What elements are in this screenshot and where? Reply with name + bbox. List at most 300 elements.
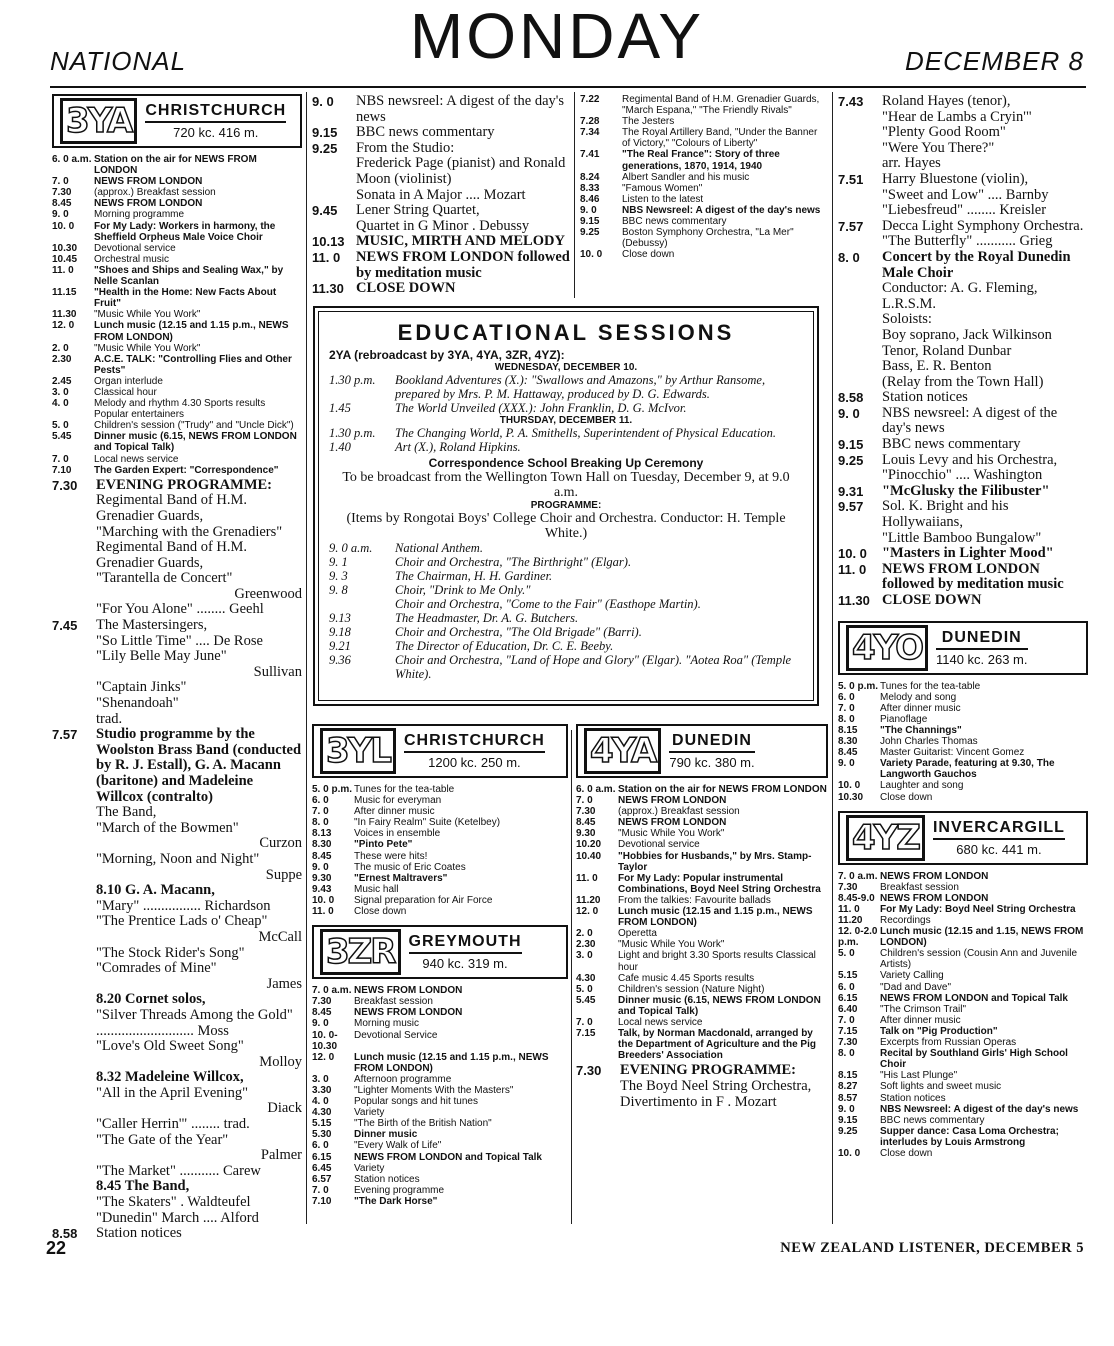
schedule-item <box>838 714 1088 725</box>
programme-text: Choir and Orchestra, "Land of Hope and Glory" (Elgar). "Aotea Roa" (Temple White). <box>395 653 792 681</box>
schedule-item <box>52 478 302 494</box>
programme-text: BBC news commentary <box>880 1114 985 1126</box>
time-label: 9.30 <box>312 872 332 884</box>
programme-text: "Lily Belle May June" <box>96 648 227 665</box>
station-city: INVERCARGILL <box>933 819 1065 840</box>
schedule-item <box>312 1129 568 1140</box>
programme-text: Sonata in A Major .... Mozart <box>356 186 526 203</box>
programme-text: CLOSE DOWN <box>882 592 982 608</box>
schedule-item <box>838 1026 1088 1037</box>
edu-item <box>329 373 803 401</box>
programme-text: Lunch music (12.15 and 1.15 p.m., NEWS FROM LONDON) <box>618 906 813 929</box>
programme-text: BBC news commentary <box>622 216 727 228</box>
station-3ya <box>52 92 302 1242</box>
schedule-item <box>838 1004 1088 1015</box>
programme-text: NEWS FROM LONDON <box>354 985 463 997</box>
time-label <box>312 156 356 187</box>
programme-text: Station notices <box>880 1092 946 1104</box>
schedule-item <box>312 996 568 1007</box>
schedule-item <box>52 821 302 837</box>
programme-text: "Every Walk of Life" <box>354 1140 442 1152</box>
time-label <box>838 203 882 219</box>
schedule-item <box>838 681 1088 692</box>
time-label: 10. 0 <box>838 1147 861 1159</box>
schedule-item <box>52 618 302 634</box>
station-logo: 3YL <box>320 728 396 774</box>
programme-list <box>838 94 1088 609</box>
programme-text: NEWS FROM LONDON followed by meditation music <box>882 560 1064 593</box>
schedule-item <box>52 431 302 453</box>
schedule-item <box>312 125 570 141</box>
time-label: 11.30 <box>312 281 344 297</box>
time-label: 11.30 <box>838 593 870 608</box>
programme-text: Station notices <box>96 1225 182 1242</box>
programme-text: The music of Eric Coates <box>354 861 466 873</box>
time-label <box>838 281 882 312</box>
programme-text: Conductor: A. G. Fleming, L.R.S.M. <box>882 280 1038 312</box>
programme-text: "Hear de Lambs a Cryin'" <box>882 108 1032 125</box>
time-label: 9. 0 <box>580 204 597 216</box>
schedule-item <box>52 1195 302 1211</box>
schedule-item <box>580 127 828 149</box>
schedule-item <box>838 375 1088 391</box>
schedule-item <box>576 1095 828 1111</box>
schedule-item <box>838 692 1088 703</box>
time-label: 5. 0 p.m. <box>312 784 353 795</box>
time-label: 6.40 <box>838 1003 858 1015</box>
programme-text: Lunch music (12.15 and 1.15 p.m., NEWS FROM LONDON) <box>354 1051 549 1074</box>
time-label: 2. 0 <box>576 928 593 940</box>
time-label: 12. 0 <box>52 320 75 332</box>
programme-text: Soloists: <box>882 311 932 328</box>
schedule-item <box>838 703 1088 714</box>
time-label <box>838 125 882 141</box>
programme-text: Dinner music (6.15, NEWS FROM LONDON and Topical Talk) <box>94 431 297 454</box>
time-label: 7. 0 a.m. <box>838 870 878 882</box>
time-label: 12. 0-2.0 p.m. <box>838 926 878 949</box>
programme-text: NEWS FROM LONDON <box>618 795 727 807</box>
programme-text: Light and bright 3.30 Sports results Classical hour <box>618 950 816 973</box>
schedule-item <box>52 254 302 265</box>
programme-text: "For You Alone" ........ Geehl <box>96 601 264 618</box>
programme-text: "Music While You Work" <box>94 309 201 321</box>
time-label <box>52 696 96 712</box>
station-frequency: 720 kc. 416 m. <box>173 125 259 140</box>
station-banner <box>576 724 828 778</box>
time-label <box>52 946 96 962</box>
schedule-item <box>52 198 302 209</box>
schedule-item <box>52 836 302 852</box>
schedule-item <box>312 188 570 204</box>
time-label <box>838 328 882 344</box>
programme-text: Classical hour <box>94 386 157 398</box>
schedule-item <box>52 1039 302 1055</box>
schedule-item <box>838 993 1088 1004</box>
time-label <box>52 852 96 868</box>
page-number: 22 <box>46 1238 67 1258</box>
programme-text: After dinner music <box>880 1014 961 1026</box>
station-logo: 3ZR <box>320 929 401 975</box>
programme-text: Devotional Service <box>354 1029 438 1041</box>
schedule-item <box>52 914 302 930</box>
time-label <box>576 1079 620 1095</box>
programme-text: Boy soprano, Jack Wilkinson <box>882 326 1052 343</box>
time-label <box>838 531 882 547</box>
time-label: 8.33 <box>580 182 600 194</box>
edu-item <box>329 639 803 653</box>
programme-text: Molloy <box>259 1053 302 1070</box>
time-label: 9. 0 a.m. <box>329 541 373 555</box>
schedule-item <box>312 862 568 873</box>
programme-text: After dinner music <box>354 806 435 818</box>
programme-text: Roland Hayes (tenor), <box>882 93 1011 109</box>
programme-text: Lunch music (12.15 and 1.15, NEWS FROM LONDON) <box>880 926 1084 949</box>
schedule-item <box>52 354 302 376</box>
time-label: 8.45 <box>838 747 858 759</box>
time-label: 12. 0 <box>576 906 599 918</box>
time-label: 9.15 <box>838 1114 858 1126</box>
schedule-item <box>580 149 828 171</box>
programme-text: Devotional service <box>618 839 700 851</box>
time-label: 7.30 <box>52 187 72 199</box>
edu-item <box>329 611 803 625</box>
time-label <box>52 821 96 837</box>
schedule-item <box>838 882 1088 893</box>
time-label <box>312 219 356 235</box>
programme-text: "Shoes and Ships and Sealing Wax," by Nelle Scanlan <box>94 264 284 288</box>
schedule-item <box>52 398 302 420</box>
time-label: 7.10 <box>52 464 72 476</box>
programme-text: Morning programme <box>94 209 185 221</box>
programme-text: NEWS FROM LONDON <box>880 892 989 904</box>
programme-text: "Pinocchio" .... Washington <box>882 467 1043 484</box>
time-label: 9. 0 <box>312 94 334 109</box>
programme-text: Signal preparation for Air Force <box>354 894 493 906</box>
time-label: 11.20 <box>838 915 863 926</box>
programme-text: 8.10 G. A. Macann, <box>96 882 215 899</box>
programme-text: "All in the April Evening" <box>96 1084 248 1101</box>
time-label <box>838 110 882 126</box>
programme-text: Local news service <box>618 1016 703 1028</box>
programme-text: NBS newsreel: A digest of the day's news <box>356 93 565 125</box>
time-label: 7.43 <box>838 94 864 109</box>
station-city: GREYMOUTH <box>409 933 522 954</box>
programme-text: Louis Levy and his Orchestra, <box>882 451 1058 468</box>
time-label <box>52 665 96 681</box>
schedule-item <box>576 873 828 895</box>
programme-text: Talk, by Norman Macdonald, arranged by the Department of Agriculture and the Pig Breeders' Association <box>618 1028 816 1062</box>
programme-text: Excerpts from Russian Operas <box>880 1037 1017 1049</box>
schedule-item <box>838 156 1088 172</box>
time-label: 7.30 <box>52 477 78 493</box>
schedule-item <box>838 484 1088 500</box>
programme-text: NEWS FROM LONDON <box>618 817 727 829</box>
schedule-item <box>576 1028 828 1061</box>
programme-text: NEWS FROM LONDON and Topical Talk <box>880 992 1068 1004</box>
schedule-item <box>52 1101 302 1117</box>
schedule-item <box>312 1085 568 1096</box>
time-label: 5. 0 p.m. <box>838 680 879 692</box>
schedule-item <box>52 602 302 618</box>
programme-text: Close down <box>880 791 933 803</box>
programme-text: BBC news commentary <box>882 436 1021 453</box>
time-label: 9.36 <box>329 653 351 667</box>
edu-list <box>329 426 803 454</box>
schedule-item <box>838 110 1088 126</box>
time-label <box>52 992 96 1008</box>
time-label: 8.24 <box>580 171 600 183</box>
schedule-item <box>52 977 302 993</box>
header-rule <box>50 86 1086 88</box>
schedule-item <box>576 928 828 939</box>
time-label: 9. 0 <box>838 1103 855 1115</box>
time-label: 7. 0 <box>52 453 69 465</box>
schedule-item <box>52 1070 302 1086</box>
schedule-item <box>52 176 302 187</box>
schedule-item <box>52 571 302 587</box>
schedule-item <box>576 984 828 995</box>
edu-item <box>329 625 803 639</box>
schedule-item <box>312 985 568 996</box>
schedule-item <box>52 680 302 696</box>
programme-text: Decca Light Symphony Orchestra. <box>882 217 1084 234</box>
programme-text: The Boyd Neel String Orchestra, <box>620 1077 812 1094</box>
programme-text: "Caller Herrin'" ........ trad. <box>96 1116 250 1133</box>
programme-text: For My Lady: Boyd Neel String Orchestra <box>880 903 1076 915</box>
time-label: 7.57 <box>52 727 78 743</box>
programme-text: Studio programme by the Woolston Brass Band (conducted by R. J. Estall), G. A. Macann (baritone) and Madeleine Willcox (contralto) <box>96 726 302 805</box>
time-label: 9. 0 <box>838 758 855 770</box>
station-banner <box>838 621 1088 675</box>
time-label: 7. 0 <box>52 176 69 188</box>
schedule-item <box>838 1093 1088 1104</box>
programme-text: Concert by the Royal Dunedin Male Choir <box>882 248 1071 281</box>
schedule-item <box>580 116 828 127</box>
time-label <box>838 344 882 360</box>
programme-text: Close down <box>622 249 675 261</box>
programme-list <box>576 784 828 1061</box>
edu-item <box>329 597 803 611</box>
schedule-item <box>52 187 302 198</box>
time-label: 8.58 <box>838 390 864 406</box>
time-label <box>52 1164 96 1180</box>
schedule-item <box>838 758 1088 780</box>
programme-text: National Anthem. <box>395 541 483 555</box>
schedule-item <box>52 649 302 665</box>
page-title: MONDAY <box>409 0 705 72</box>
time-label: 11.20 <box>576 894 601 906</box>
programme-text: Suppe <box>265 866 302 883</box>
edu-item <box>329 541 803 555</box>
programme-text: Choir and Orchestra, "Come to the Fair" (Easthope Martin). <box>395 597 701 611</box>
schedule-item <box>312 1052 568 1074</box>
programme-text: "Marching with the Grenadiers" <box>96 523 283 540</box>
schedule-item <box>52 1148 302 1164</box>
schedule-item <box>312 250 570 281</box>
programme-text: "Dad and Dave" <box>880 981 952 993</box>
programme-text: Station notices <box>354 1173 420 1185</box>
schedule-item <box>312 1007 568 1018</box>
programme-text: Dinner music (6.15, NEWS FROM LONDON and Topical Talk) <box>618 994 821 1017</box>
schedule-item <box>312 1096 568 1107</box>
time-label: 1.45 <box>329 401 351 415</box>
programme-text: Sol. K. Bright and his Hollywaiians, <box>882 498 1009 531</box>
programme-text: Close down <box>880 1147 933 1159</box>
edu-programme-text: (Items by Rongotai Boys' College Choir and Orchestra. Conductor: H. Temple White.) <box>346 511 786 541</box>
time-label <box>52 1148 96 1164</box>
time-label <box>52 1055 96 1071</box>
edu-item <box>329 401 803 415</box>
schedule-item <box>838 562 1088 593</box>
schedule-item <box>52 899 302 915</box>
time-label <box>52 587 96 603</box>
programme-text: Art (X.), Roland Hipkins. <box>395 440 521 454</box>
time-label: 7.34 <box>580 127 600 139</box>
time-label: 5.45 <box>52 431 72 443</box>
time-label <box>52 1086 96 1102</box>
schedule-item <box>576 906 828 928</box>
station-frequency: 680 kc. 441 m. <box>956 841 1042 857</box>
schedule-item <box>838 234 1088 250</box>
schedule-item <box>576 795 828 806</box>
educational-sessions-box <box>313 306 819 706</box>
programme-text: "Music While You Work" <box>618 828 725 840</box>
programme-list <box>312 784 568 917</box>
time-label: 10.20 <box>576 839 602 851</box>
time-label <box>52 930 96 946</box>
schedule-item <box>52 1008 302 1039</box>
programme-text: Choir and Orchestra, "The Old Brigade" (Barri). <box>395 625 642 639</box>
schedule-item <box>52 154 302 176</box>
programme-text: "McGlusky the Filibuster" <box>882 482 1050 499</box>
programme-text: Regimental Band of H.M. Grenadier Guards, <box>96 539 248 571</box>
programme-text: "Love's Old Sweet Song" <box>96 1038 244 1055</box>
time-label: 2.30 <box>52 353 72 365</box>
time-label: 4. 0 <box>312 1096 329 1108</box>
edu-item <box>329 555 803 569</box>
time-label: 1.30 p.m. <box>329 373 376 387</box>
time-label: 3. 0 <box>312 1073 329 1085</box>
time-label <box>52 1211 96 1227</box>
schedule-item <box>838 328 1088 344</box>
schedule-item <box>52 465 302 476</box>
schedule-item <box>838 871 1088 882</box>
schedule-item <box>312 806 568 817</box>
programme-text: Curzon <box>259 835 302 852</box>
schedule-item <box>580 172 828 183</box>
programme-text: The Mastersingers, <box>96 617 208 634</box>
programme-text: 8.45 The Band, <box>96 1178 190 1195</box>
programme-text: Choir, "Drink to Me Only." <box>395 583 531 597</box>
programme-text: Sullivan <box>253 663 302 680</box>
time-label: 1.30 p.m. <box>329 426 376 440</box>
station-banner <box>312 925 568 979</box>
time-label: 10.30 <box>838 791 864 803</box>
time-label: 12. 0 <box>312 1051 335 1063</box>
schedule-item <box>838 406 1088 437</box>
schedule-item <box>838 344 1088 360</box>
time-label: 6. 0 <box>838 691 855 703</box>
time-label <box>52 805 96 821</box>
time-label: 11. 0 <box>312 249 341 265</box>
schedule-item <box>52 525 302 541</box>
time-label: 9. 0 <box>838 405 860 421</box>
programme-text: Tunes for the tea-table <box>354 784 455 795</box>
schedule-item <box>576 1063 828 1079</box>
time-label <box>576 1095 620 1111</box>
schedule-item <box>52 665 302 681</box>
time-label: 4.30 <box>312 1107 332 1119</box>
time-label: 5. 0 <box>576 983 593 995</box>
time-label: 7.30 <box>838 881 858 893</box>
schedule-item <box>838 1048 1088 1070</box>
programme-text: 8.32 Madeleine Willcox, <box>96 1069 244 1086</box>
time-label: 7.45 <box>52 618 78 634</box>
schedule-item <box>838 736 1088 747</box>
schedule-item <box>52 343 302 354</box>
schedule-item <box>52 961 302 977</box>
programme-text: "Health in the Home: New Facts About Fruit" <box>94 287 277 310</box>
column-divider <box>571 730 572 1224</box>
programme-text: These were hits! <box>354 850 428 862</box>
time-label: 3. 0 <box>576 950 593 962</box>
schedule-item <box>580 205 828 216</box>
schedule-item <box>838 904 1088 915</box>
station-city: DUNEDIN <box>936 629 1028 650</box>
time-label: 5.30 <box>312 1129 332 1141</box>
time-label <box>52 868 96 884</box>
station-frequency: 790 kc. 380 m. <box>669 755 755 770</box>
schedule-item <box>312 1030 568 1052</box>
edu-programme-label: PROGRAMME: <box>530 500 602 511</box>
schedule-item <box>838 1070 1088 1081</box>
schedule-item <box>312 873 568 884</box>
programme-text: "The Butterfly" ........... Grieg <box>882 233 1053 250</box>
time-label: 8. 0 <box>312 817 329 829</box>
programme-list <box>312 985 568 1207</box>
programme-text: NBS Newsreel: A digest of the day's news <box>880 1103 1079 1115</box>
time-label <box>52 571 96 587</box>
programme-text: "Dunedin" March .... Alford <box>96 1209 259 1226</box>
programme-text: James <box>266 975 302 992</box>
schedule-item <box>52 454 302 465</box>
schedule-item <box>312 817 568 828</box>
time-label: 9.25 <box>838 452 864 468</box>
schedule-item <box>52 727 302 805</box>
programme-text: Evening programme <box>354 1184 445 1196</box>
schedule-item <box>576 995 828 1017</box>
programme-text: Boston Symphony Orchestra, "La Mer" (Debussy) <box>622 227 794 250</box>
programme-text: Music hall <box>354 883 399 895</box>
time-label: 9. 0 <box>312 861 329 873</box>
schedule-item <box>52 1086 302 1102</box>
time-label: 6.15 <box>838 992 858 1004</box>
time-label <box>52 1179 96 1195</box>
schedule-item <box>576 806 828 817</box>
schedule-item <box>838 312 1088 328</box>
schedule-item <box>312 1074 568 1085</box>
time-label <box>838 375 882 391</box>
time-label <box>52 540 96 571</box>
time-label: 8. 0 <box>838 1048 855 1060</box>
time-label: 9. 0 <box>52 209 69 221</box>
programme-text: "His Last Plunge" <box>880 1070 958 1082</box>
time-label: 7.22 <box>580 94 600 105</box>
programme-text: The Jesters <box>622 116 675 128</box>
schedule-item <box>838 453 1088 469</box>
schedule-item <box>52 1133 302 1149</box>
schedule-item <box>576 851 828 873</box>
